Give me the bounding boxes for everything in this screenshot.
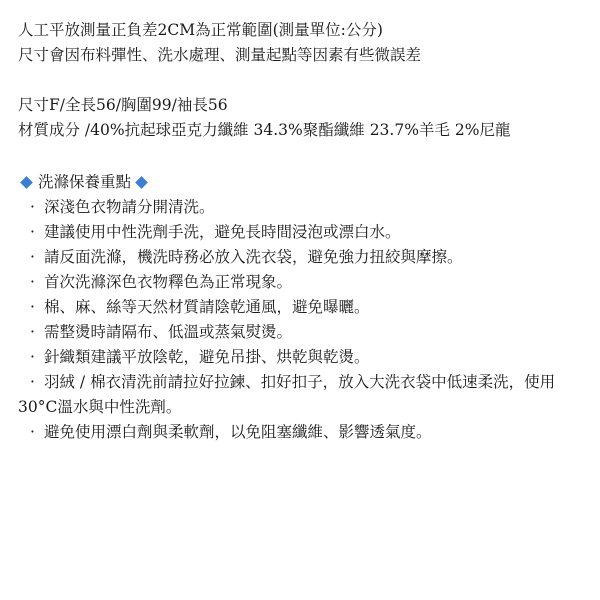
care-item-text: 針織類建議平放陰乾，避免吊掛、烘乾與乾燙。: [44, 348, 370, 366]
bullet-icon: ·: [30, 423, 35, 441]
care-item-text: 請反面洗滌，機洗時務必放入洗衣袋，避免強力扭絞與摩擦。: [44, 248, 463, 266]
material-spec: 材質成分 /40%抗起球亞克力纖維 34.3%聚酯纖維 23.7%羊毛 2%尼龍: [18, 121, 511, 139]
spacer: [18, 143, 584, 168]
care-item-text: 首次洗滌深色衣物釋色為正常現象。: [44, 273, 293, 291]
care-item-text: 需整燙時請隔布、低溫或蒸氣熨燙。: [44, 323, 293, 341]
care-title-text: 洗滌保養重點: [38, 173, 132, 191]
spacer: [18, 68, 584, 93]
bullet-icon: ·: [30, 198, 35, 216]
measurement-note-2: 尺寸會因布料彈性、洗水處理、測量起點等因素有些微誤差: [18, 46, 422, 64]
list-item: [18, 245, 584, 270]
list-item: [18, 270, 584, 295]
bullet-icon: ·: [30, 323, 35, 341]
list-item: [18, 420, 584, 445]
care-list: [18, 195, 584, 445]
diamond-icon: [135, 176, 148, 189]
size-spec: 尺寸F/全長56/胸圍99/袖長56: [18, 96, 228, 114]
care-item-text: 深淺色衣物請分開清洗。: [44, 198, 215, 216]
product-info-document: [18, 18, 584, 445]
list-item: [18, 295, 584, 320]
list-item: [18, 320, 584, 345]
bullet-icon: ·: [30, 348, 35, 366]
care-item-text: 避免使用漂白劑與柔軟劑，以免阻塞纖維、影響透氣度。: [44, 423, 432, 441]
bullet-icon: ·: [30, 298, 35, 316]
bullet-icon: ·: [30, 273, 35, 291]
list-item: [18, 195, 584, 220]
care-item-text: 棉、麻、絲等天然材質請陰乾通風，避免曝曬。: [44, 298, 370, 316]
care-section-title: [18, 170, 584, 195]
bullet-icon: ·: [30, 248, 35, 266]
care-item-text: 羽絨 / 棉衣清洗前請拉好拉鍊、扣好扣子，放入大洗衣袋中低速柔洗，使用30°C溫水與中性洗劑。: [18, 373, 556, 416]
care-item-text: 建議使用中性洗劑手洗，避免長時間浸泡或漂白水。: [44, 223, 401, 241]
list-item: [18, 370, 584, 420]
list-item: [18, 345, 584, 370]
bullet-icon: ·: [30, 223, 35, 241]
diamond-icon: [20, 176, 33, 189]
measurement-note-1: 人工平放測量正負差2CM為正常範圍(測量單位:公分): [18, 21, 383, 39]
list-item: [18, 220, 584, 245]
bullet-icon: ·: [30, 373, 35, 391]
